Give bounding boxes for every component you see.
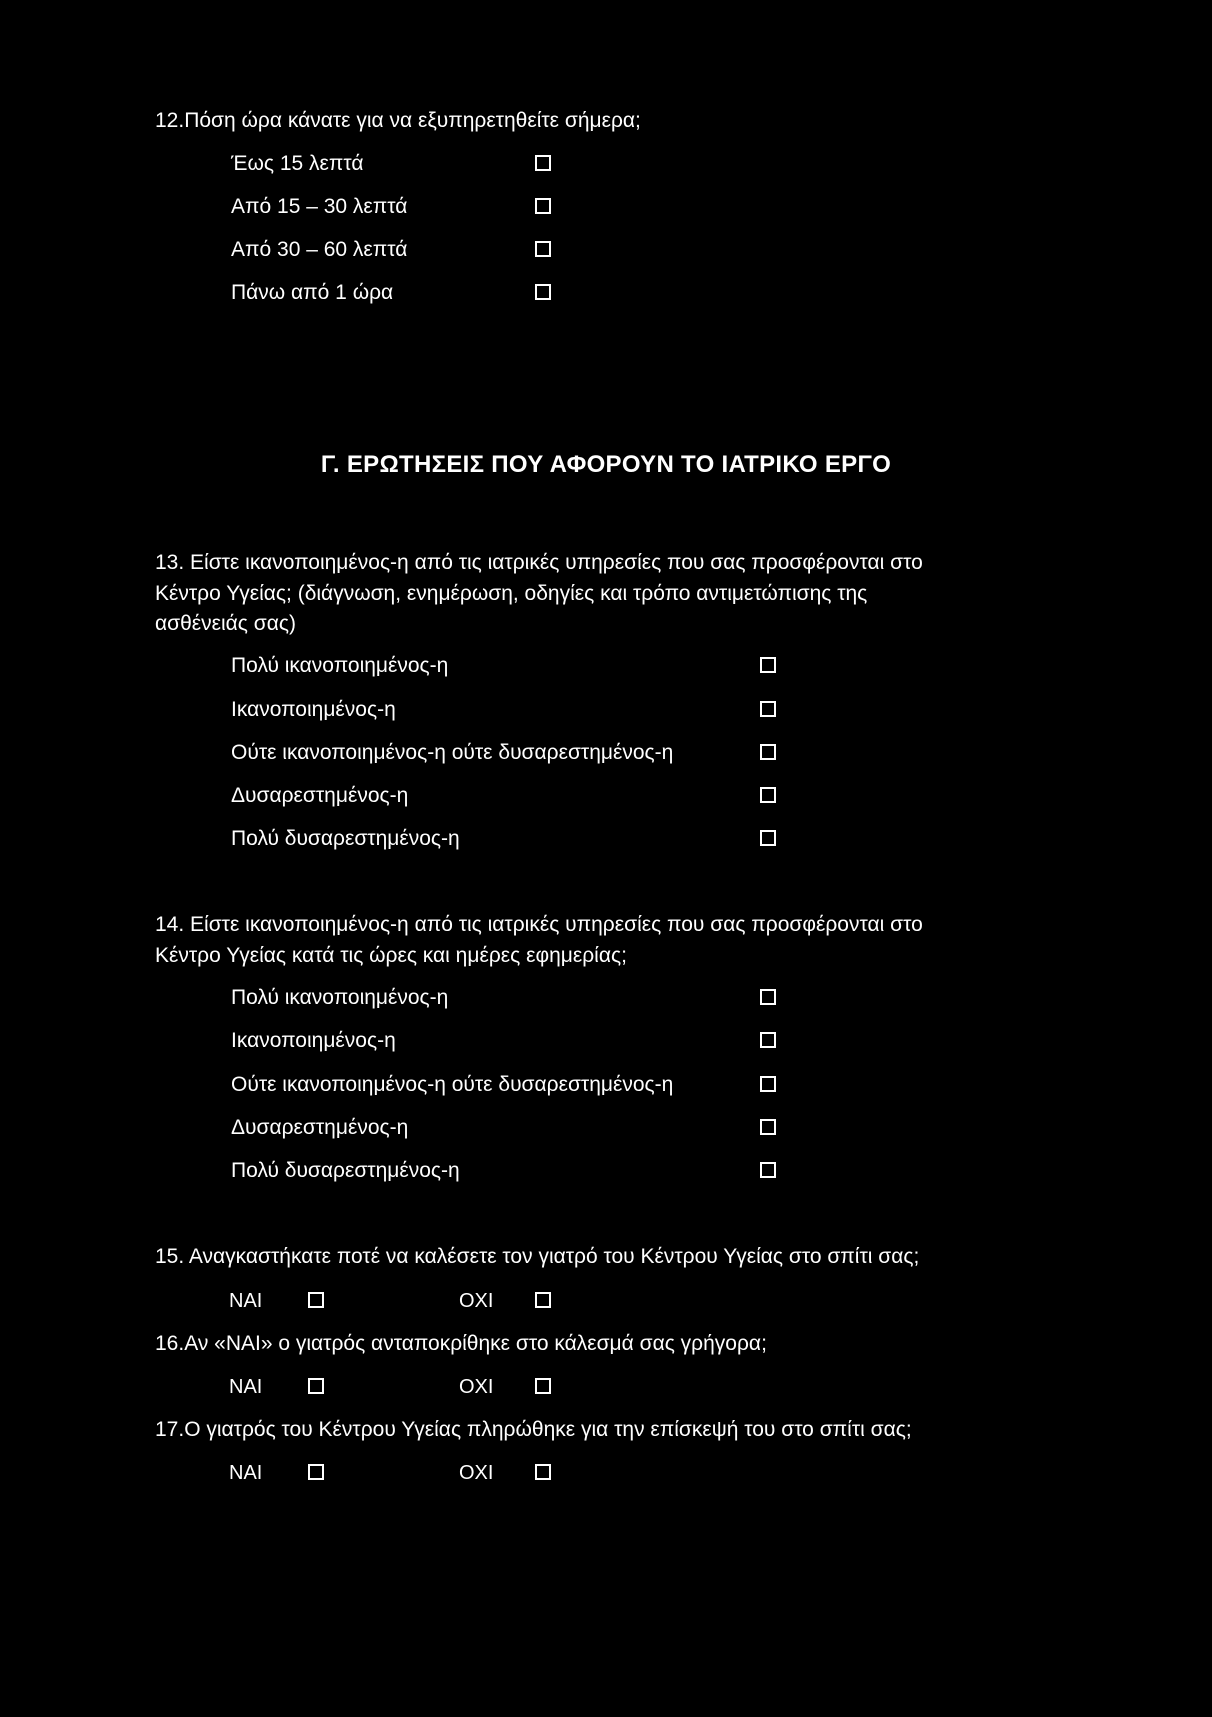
q13-checkbox-5[interactable] [760, 830, 776, 846]
q15-yes-checkbox[interactable] [308, 1292, 324, 1308]
q13-question-line-3: ασθένειάς σας) [155, 612, 296, 635]
q13-option-3: Ούτε ικανοποιημένος-η ούτε δυσαρεστημένος-η [231, 741, 674, 764]
q16-no-checkbox[interactable] [535, 1378, 551, 1394]
q13-option-5: Πολύ δυσαρεστημένος-η [231, 827, 460, 850]
q13-question-line-2: Κέντρο Υγείας; (διάγνωση, ενημέρωση, οδηγίες και τρόπο αντιμετώπισης της [155, 582, 868, 605]
q17-yes-checkbox[interactable] [308, 1464, 324, 1480]
q14-option-2: Ικανοποιημένος-η [231, 1029, 396, 1052]
q12-checkbox-3[interactable] [535, 241, 551, 257]
q13-option-4: Δυσαρεστημένος-η [231, 784, 409, 807]
q12-option-4: Πάνω από 1 ώρα [231, 281, 394, 304]
q14-checkbox-4[interactable] [760, 1119, 776, 1135]
q13-option-2: Ικανοποιημένος-η [231, 698, 396, 721]
q17-yes-label: ΝΑΙ [229, 1462, 263, 1484]
q12-checkbox-2[interactable] [535, 198, 551, 214]
q13-checkbox-3[interactable] [760, 744, 776, 760]
q12-question: 12.Πόση ώρα κάνατε για να εξυπηρετηθείτε σήμερα; [155, 109, 641, 132]
q14-checkbox-3[interactable] [760, 1076, 776, 1092]
q16-yes-checkbox[interactable] [308, 1378, 324, 1394]
q12-option-2: Από 15 – 30 λεπτά [231, 195, 408, 218]
q12-option-3: Από 30 – 60 λεπτά [231, 238, 408, 261]
q15-no-label: ΟΧΙ [459, 1290, 494, 1312]
q16-question: 16.Αν «ΝΑΙ» ο γιατρός ανταποκρίθηκε στο κάλεσμά σας γρήγορα; [155, 1332, 767, 1355]
q17-no-label: ΟΧΙ [459, 1462, 494, 1484]
q15-yes-label: ΝΑΙ [229, 1290, 263, 1312]
q14-checkbox-2[interactable] [760, 1032, 776, 1048]
q13-question-line-1: 13. Είστε ικανοποιημένος-η από τις ιατρικές υπηρεσίες που σας προσφέρονται στο [155, 551, 923, 574]
q15-question: 15. Αναγκαστήκατε ποτέ να καλέσετε τον γιατρό του Κέντρου Υγείας στο σπίτι σας; [155, 1245, 920, 1268]
q12-checkbox-1[interactable] [535, 155, 551, 171]
q16-no-label: ΟΧΙ [459, 1376, 494, 1398]
q13-option-1: Πολύ ικανοποιημένος-η [231, 654, 449, 677]
q16-yes-label: ΝΑΙ [229, 1376, 263, 1398]
section-title: Γ. ΕΡΩΤΗΣΕΙΣ ΠΟΥ ΑΦΟΡΟΥΝ ΤΟ ΙΑΤΡΙΚΟ ΕΡΓΟ [320, 451, 892, 478]
q13-checkbox-1[interactable] [760, 657, 776, 673]
q14-option-1: Πολύ ικανοποιημένος-η [231, 986, 449, 1009]
q13-checkbox-2[interactable] [760, 701, 776, 717]
q14-checkbox-1[interactable] [760, 989, 776, 1005]
q14-question-line-1: 14. Είστε ικανοποιημένος-η από τις ιατρικές υπηρεσίες που σας προσφέρονται στο [155, 913, 923, 936]
q14-option-3: Ούτε ικανοποιημένος-η ούτε δυσαρεστημένος-η [231, 1073, 674, 1096]
q15-no-checkbox[interactable] [535, 1292, 551, 1308]
q14-option-5: Πολύ δυσαρεστημένος-η [231, 1159, 460, 1182]
q17-question: 17.Ο γιατρός του Κέντρου Υγείας πληρώθηκε για την επίσκεψή του στο σπίτι σας; [155, 1418, 912, 1441]
q12-option-1: Έως 15 λεπτά [231, 152, 364, 175]
q14-question-line-2: Κέντρο Υγείας κατά τις ώρες και ημέρες εφημερίας; [155, 944, 627, 967]
q17-no-checkbox[interactable] [535, 1464, 551, 1480]
q12-checkbox-4[interactable] [535, 284, 551, 300]
q14-option-4: Δυσαρεστημένος-η [231, 1116, 409, 1139]
q13-checkbox-4[interactable] [760, 787, 776, 803]
q14-checkbox-5[interactable] [760, 1162, 776, 1178]
